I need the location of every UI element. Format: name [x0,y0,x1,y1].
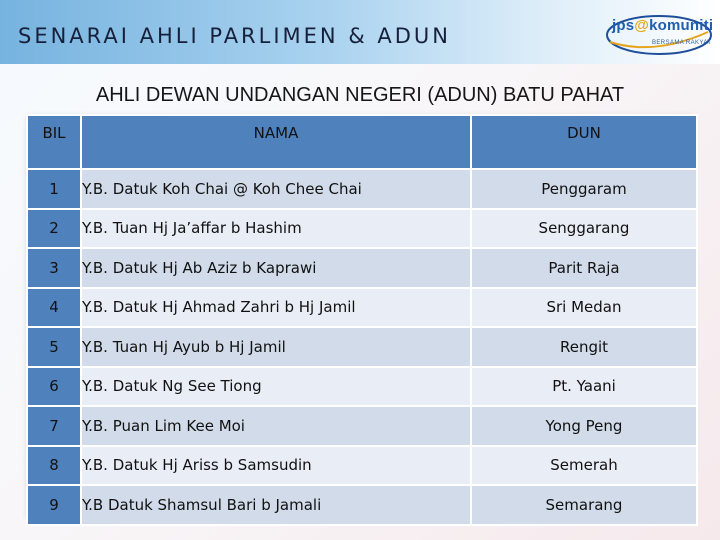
logo-text-dot: @ [634,17,650,34]
cell-dun: Pt. Yaani [471,367,697,407]
cell-dun: Parit Raja [471,248,697,288]
table-row [27,209,697,249]
cell-dun: Sri Medan [471,288,697,328]
cell-dun: Rengit [471,327,697,367]
jps-komuniti-logo [604,12,714,58]
logo-text [612,17,713,34]
adun-members-table [26,114,698,526]
cell-dun: Penggaram [471,169,697,209]
page-subtitle: AHLI DEWAN UNDANGAN NEGERI (ADUN) BATU PAHAT [95,84,625,106]
cell-bil: 9 [27,485,81,525]
logo-text-right: komuniti [649,17,714,34]
cell-dun: Semarang [471,485,697,525]
cell-bil: 5 [27,327,81,367]
logo-tagline: BERSAMA RAKYAT [652,40,712,46]
cell-bil: 4 [27,288,81,328]
header-dun: DUN [471,115,697,169]
table-row [27,406,697,446]
cell-bil: 8 [27,446,81,486]
cell-bil: 1 [27,169,81,209]
cell-nama: Y.B Datuk Shamsul Bari b Jamali [81,485,471,525]
cell-bil: 3 [27,248,81,288]
table-row [27,367,697,407]
cell-nama: Y.B. Datuk Hj Ahmad Zahri b Hj Jamil [81,288,471,328]
table-row [27,327,697,367]
header-nama: NAMA [81,115,471,169]
cell-nama: Y.B. Datuk Hj Ab Aziz b Kaprawi [81,248,471,288]
cell-dun: Yong Peng [471,406,697,446]
cell-bil: 2 [27,209,81,249]
table-row [27,248,697,288]
table-row [27,485,697,525]
cell-bil: 6 [27,367,81,407]
cell-nama: Y.B. Datuk Hj Ariss b Samsudin [81,446,471,486]
cell-bil: 7 [27,406,81,446]
cell-nama: Y.B. Datuk Koh Chai @ Koh Chee Chai [81,169,471,209]
cell-nama: Y.B. Puan Lim Kee Moi [81,406,471,446]
table-row [27,288,697,328]
cell-nama: Y.B. Tuan Hj Ja’affar b Hashim [81,209,471,249]
table-row [27,446,697,486]
table-row [27,169,697,209]
title-banner [0,0,720,64]
logo-text-left: jps [612,17,635,34]
cell-dun: Senggarang [471,209,697,249]
table-header-row [27,115,697,169]
banner-title: SENARAI AHLI PARLIMEN & ADUN [18,24,451,48]
cell-dun: Semerah [471,446,697,486]
cell-nama: Y.B. Datuk Ng See Tiong [81,367,471,407]
cell-nama: Y.B. Tuan Hj Ayub b Hj Jamil [81,327,471,367]
header-bil: BIL [27,115,81,169]
